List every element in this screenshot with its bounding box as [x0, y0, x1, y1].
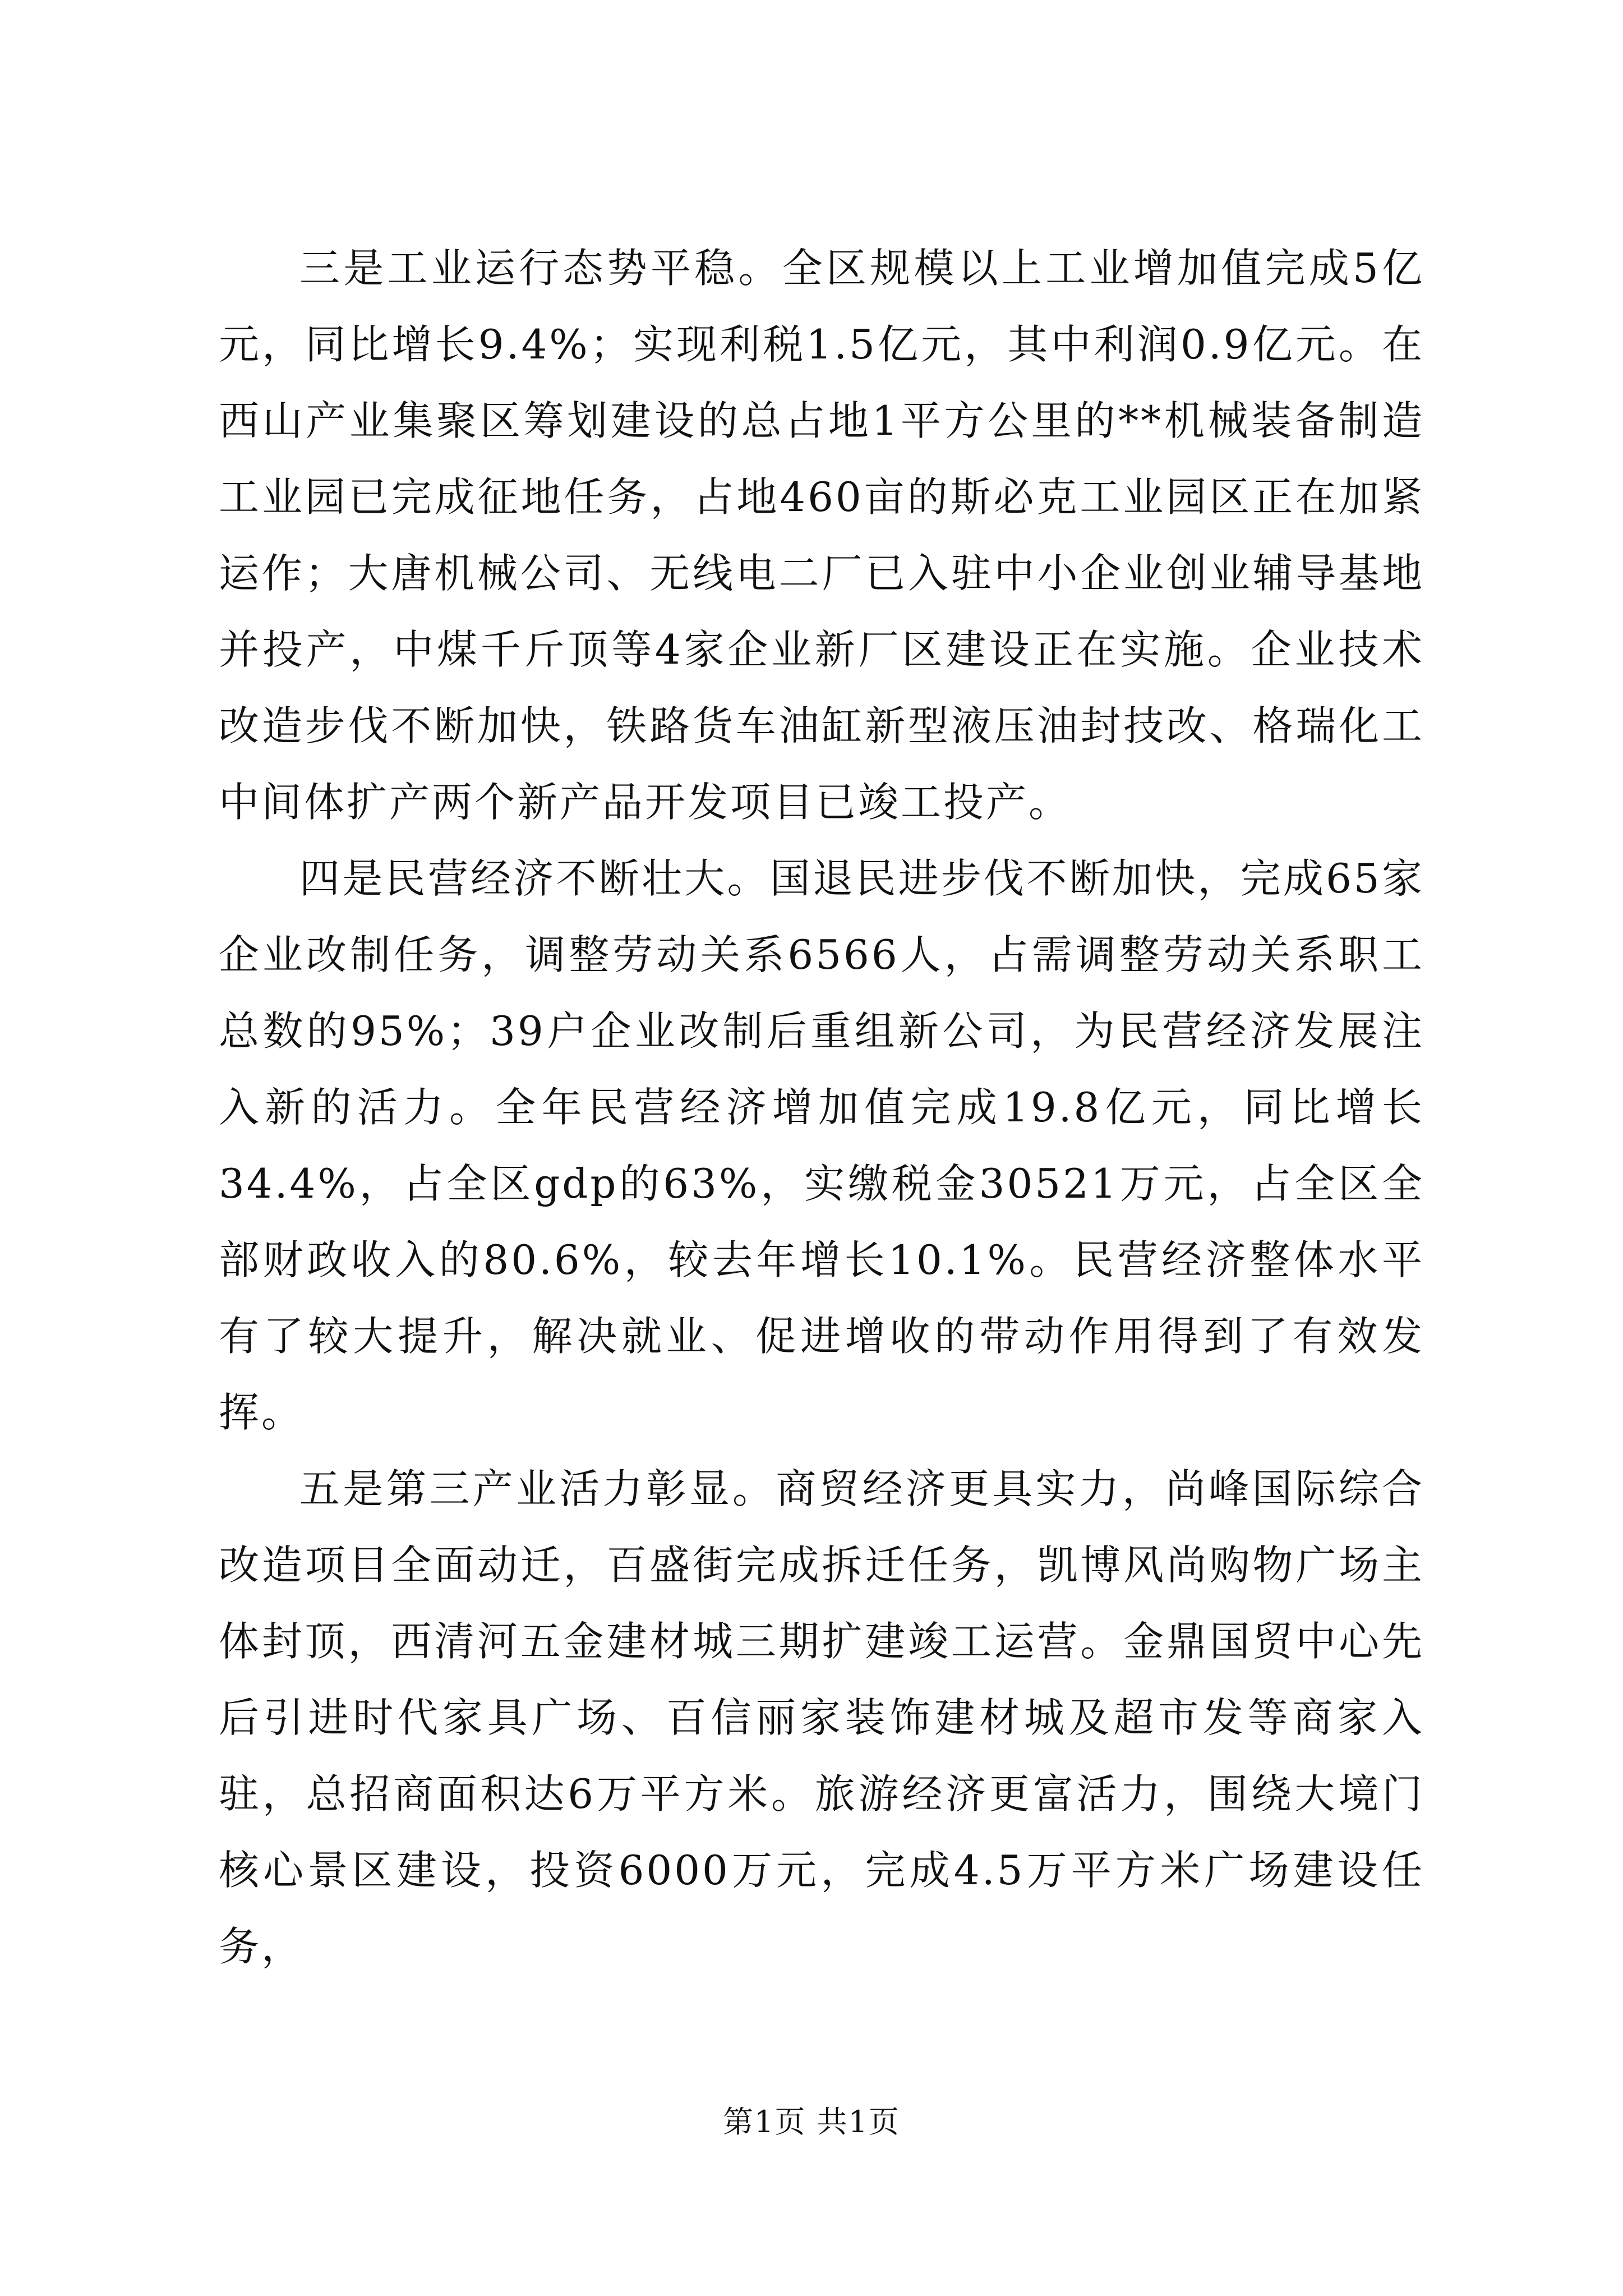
document-body — [219, 230, 1424, 1985]
paragraph-industry: 三是工业运行态势平稳。全区规模以上工业增加值完成5亿元，同比增长9.4%；实现利税1.5亿元，其中利润0.9亿元。在西山产业集聚区筹划建设的总占地1平方公里的**机械装备制造工业园已完成征地任务，占地460亩的斯必克工业园区正在加紧运作；大唐机械公司、无线电二厂已入驻中小企业创业辅导基地并投产，中煤千斤顶等4家企业新厂区建设正在实施。企业技术改造步伐不断加快，铁路货车油缸新型液压油封技改、格瑞化工中间体扩产两个新产品开发项目已竣工投产。 — [219, 245, 1424, 826]
paragraph-private-economy: 四是民营经济不断壮大。国退民进步伐不断加快，完成65家企业改制任务，调整劳动关系6566人，占需调整劳动关系职工总数的95%；39户企业改制后重组新公司，为民营经济发展注入新的活力。全年民营经济增加值完成19.8亿元，同比增长34.4%，占全区gdp的63%，实缴税金30521万元，占全区全部财政收入的80.6%，较去年增长10.1%。民营经济整体水平有了较大提升，解决就业、促进增收的带动作用得到了有效发挥。 — [219, 855, 1424, 1436]
page-number-footer: 第1页 共1页 — [723, 2104, 900, 2139]
paragraph-tertiary-industry: 五是第三产业活力彰显。商贸经济更具实力，尚峰国际综合改造项目全面动迁，百盛街完成拆迁任务，凯博风尚购物广场主体封顶，西清河五金建材城三期扩建竣工运营。金鼎国贸中心先后引进时代家具广场、百信丽家装饰建材城及超市发等商家入驻，总招商面积达6万平方米。旅游经济更富活力，围绕大境门核心景区建设，投资6000万元，完成4.5万平方米广场建设任务， — [219, 1465, 1424, 1970]
